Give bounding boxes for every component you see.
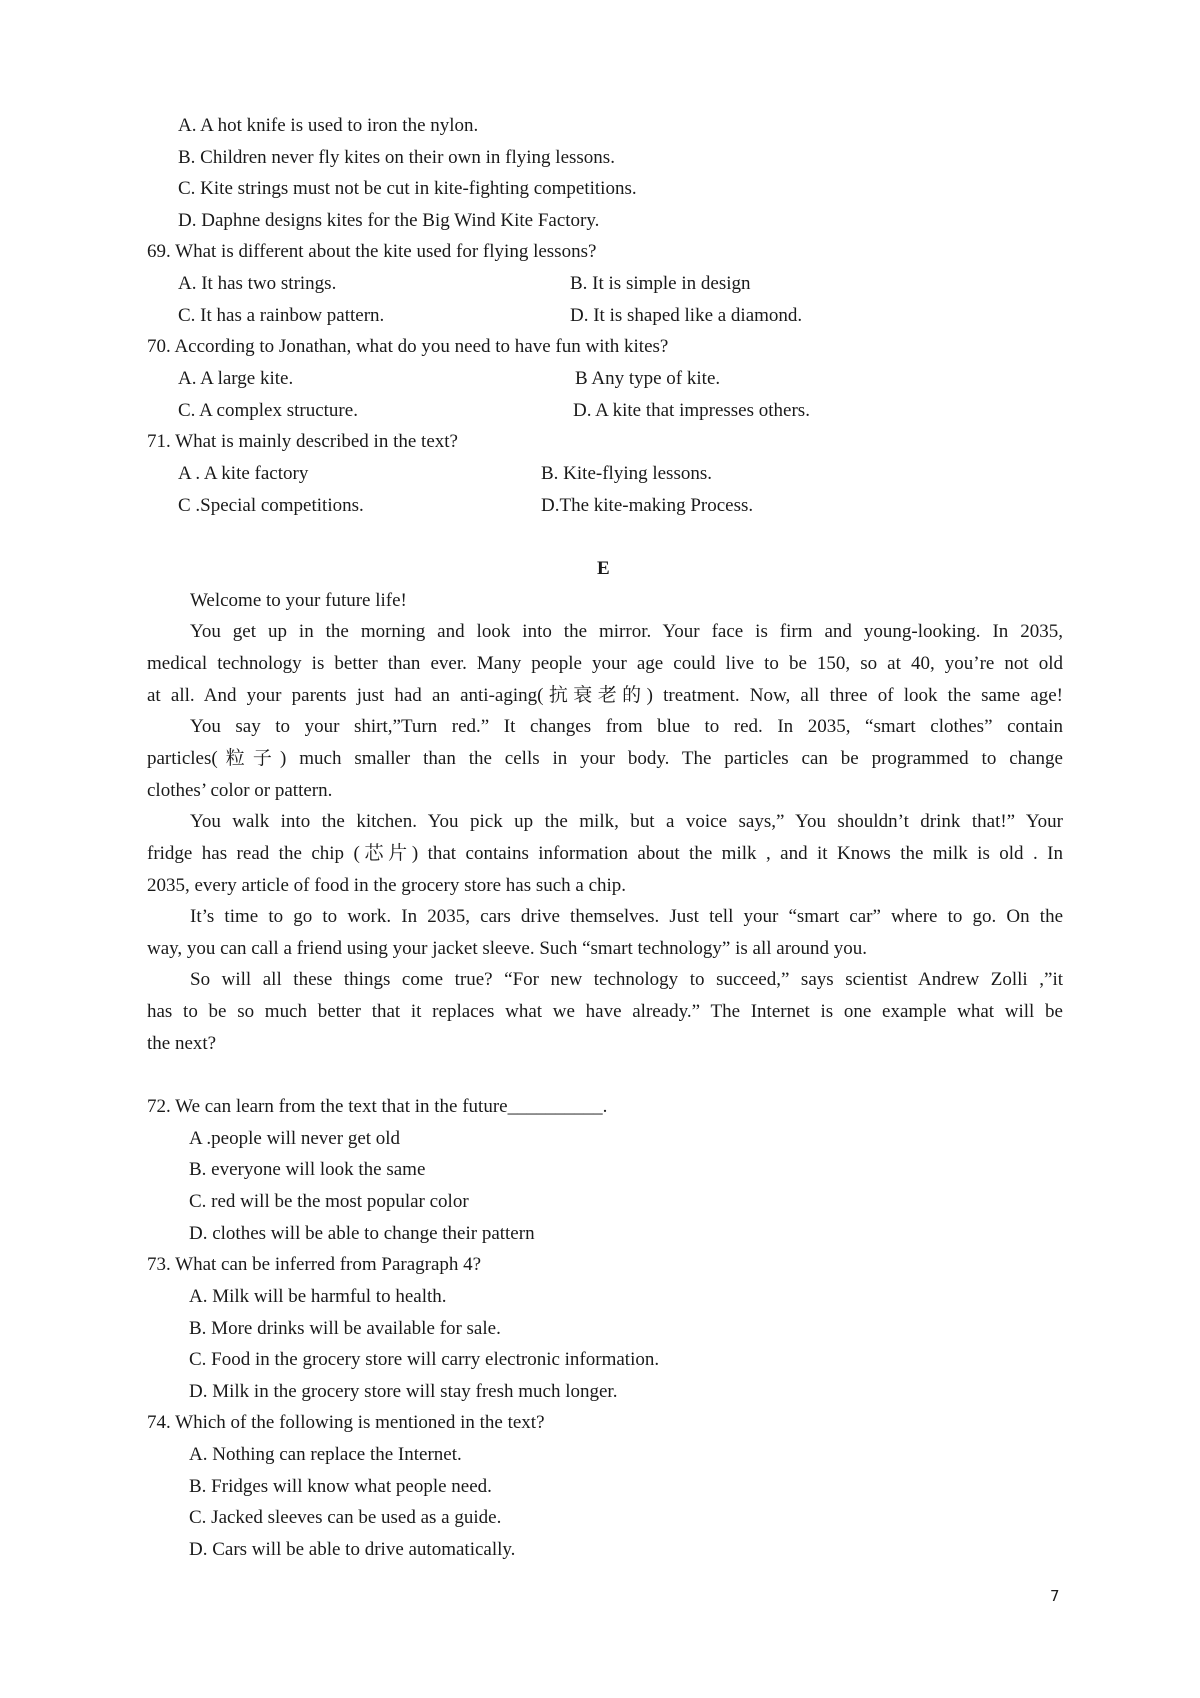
- paragraph-2-line-3: clothes’ color or pattern.: [147, 780, 333, 801]
- q73-option-b: B. More drinks will be available for sale.: [189, 1318, 501, 1339]
- q72-option-a: A .people will never get old: [189, 1128, 401, 1149]
- paragraph-1-line-1: You get up in the morning and look into the mirror. Your face is firm and young-looking. In 2035,: [190, 621, 1063, 642]
- q68-option-c: C. Kite strings must not be cut in kite-fighting competitions.: [178, 178, 637, 199]
- q74-option-a: A. Nothing can replace the Internet.: [189, 1444, 462, 1465]
- paragraph-3-line-1: You walk into the kitchen. You pick up the milk, but a voice says,” You shouldn’t drink that!” Your: [190, 811, 1063, 832]
- paragraph-1-line-3: at all. And your parents just had an anti-aging(抗衰老的) treatment. Now, all three of look the same age!: [147, 685, 1063, 706]
- paragraph-2-line-2: particles(粒子) much smaller than the cells in your body. The particles can be programmed to change: [147, 748, 1063, 769]
- q74-option-d: D. Cars will be able to drive automatically.: [189, 1539, 516, 1560]
- q69-option-d: D. It is shaped like a diamond.: [570, 305, 803, 326]
- q72-option-b: B. everyone will look the same: [189, 1159, 426, 1180]
- q72-option-d: D. clothes will be able to change their pattern: [189, 1223, 535, 1244]
- q70-option-b: B Any type of kite.: [575, 368, 721, 389]
- q68-option-d: D. Daphne designs kites for the Big Wind Kite Factory.: [178, 210, 600, 231]
- q70-option-a: A. A large kite.: [178, 368, 294, 389]
- paragraph-1-line-2: medical technology is better than ever. Many people your age could live to be 150, so at 40, you’re not old: [147, 653, 1063, 674]
- q73-question: 73. What can be inferred from Paragraph 4?: [147, 1254, 482, 1275]
- q74-question: 74. Which of the following is mentioned in the text?: [147, 1412, 545, 1433]
- paragraph-5-line-2: has to be so much better that it replaces what we have already.” The Internet is one example what will be: [147, 1001, 1063, 1022]
- q71-question: 71. What is mainly described in the text?: [147, 431, 458, 452]
- q74-option-c: C. Jacked sleeves can be used as a guide.: [189, 1507, 502, 1528]
- q72-question: 72. We can learn from the text that in the future__________.: [147, 1096, 608, 1117]
- q72-option-c: C. red will be the most popular color: [189, 1191, 469, 1212]
- q68-option-b: B. Children never fly kites on their own in flying lessons.: [178, 147, 615, 168]
- q69-option-b: B. It is simple in design: [570, 273, 751, 294]
- q73-option-c: C. Food in the grocery store will carry electronic information.: [189, 1349, 660, 1370]
- q73-option-a: A. Milk will be harmful to health.: [189, 1286, 447, 1307]
- paragraph-2-line-1: You say to your shirt,”Turn red.” It changes from blue to red. In 2035, “smart clothes” contain: [190, 716, 1063, 737]
- q71-option-b: B. Kite-flying lessons.: [541, 463, 712, 484]
- q70-question: 70. According to Jonathan, what do you need to have fun with kites?: [147, 336, 669, 357]
- paragraph-3-line-2: fridge has read the chip (芯片) that contains information about the milk , and it Knows the milk is old . In: [147, 843, 1063, 864]
- q74-option-b: B. Fridges will know what people need.: [189, 1476, 492, 1497]
- paragraph-4-line-1: It’s time to go to work. In 2035, cars drive themselves. Just tell your “smart car” where to go. On the: [190, 906, 1063, 927]
- q69-question: 69. What is different about the kite used for flying lessons?: [147, 241, 597, 262]
- q70-option-c: C. A complex structure.: [178, 400, 358, 421]
- paragraph-5-line-3: the next?: [147, 1033, 217, 1054]
- q69-option-c: C. It has a rainbow pattern.: [178, 305, 385, 326]
- q71-option-a: A . A kite factory: [178, 463, 309, 484]
- q68-option-a: A. A hot knife is used to iron the nylon.: [178, 115, 479, 136]
- paragraph-3-line-3: 2035, every article of food in the grocery store has such a chip.: [147, 875, 627, 896]
- passage-intro: Welcome to your future life!: [190, 590, 407, 611]
- paragraph-5-line-1: So will all these things come true? “For new technology to succeed,” says scientist Andrew Zolli ,”it: [190, 969, 1063, 990]
- section-heading: E: [597, 558, 610, 579]
- q71-option-c: C .Special competitions.: [178, 495, 364, 516]
- q70-option-d: D. A kite that impresses others.: [573, 400, 810, 421]
- q73-option-d: D. Milk in the grocery store will stay fresh much longer.: [189, 1381, 618, 1402]
- q69-option-a: A. It has two strings.: [178, 273, 337, 294]
- page-number: 7: [1050, 1587, 1060, 1605]
- q71-option-d: D.The kite-making Process.: [541, 495, 754, 516]
- paragraph-4-line-2: way, you can call a friend using your jacket sleeve. Such “smart technology” is all around you.: [147, 938, 868, 959]
